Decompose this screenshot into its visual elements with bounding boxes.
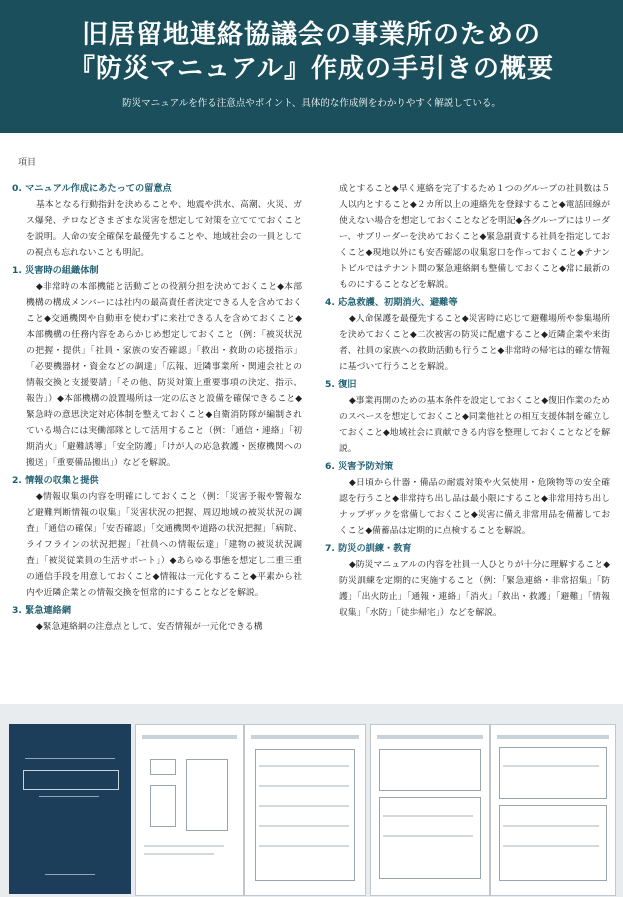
page-subtitle: 防災マニュアルを作る注意点やポイント、具体的な作成例をわかりやすく解説している。	[122, 98, 501, 109]
section-title: 7. 防災の訓練・教育	[325, 543, 412, 554]
manual-page-thumbnail	[135, 724, 244, 896]
section-body: ◆防災マニュアルの内容を社員一人ひとりが十分に理解すること◆防災訓練を定期的に実施すること（例：「緊急連絡・非常招集」「防護」「出火防止」「通報・連絡」「消火」「救出・救護」「避難」「情報収集」「水防」「徒歩帰宅」）などを解説。	[339, 560, 610, 618]
section-body: ◆日頃から什器・備品の耐震対策や火気使用・危険物等の安全確認を行うこと◆非常持ち出し品は最小限にすること◆非常用持ち出しナップザックを常備しておくこと◆災害に備え非常用品を備蓄しておくこと◆備蓄品は定期的に点検することを解説。	[339, 478, 610, 536]
left-column	[12, 181, 302, 637]
manual-page-thumbnail	[244, 724, 366, 896]
section-title: 0. マニュアル作成にあたっての留意点	[12, 183, 172, 194]
section-title: 3. 緊急連絡網	[12, 605, 72, 616]
section-body: ◆非常時の本部機能と活動ごとの役割分担を決めておくこと◆本部機構の構成メンバーには社内の最高責任者決定できる人を含めておくこと◆交通機関や自動車を使わずに来社できる人を含めておくこと◆本部機構の任務内容をあらかじめ想定しておくこと（例：「被災状況の把握・提供」「社員・家族の安否確認」「救出・救助の応援指示」「必要機器材・資金などの調達」「広報、近隣事業所・関連会社との情報交換と支援要請」「その他、防災対策上重要事項の決定、指示、報告」）◆本部機構の設置場所は一定の広さと設備を確保できること◆緊急時の意思決定対応体制を整えておくこと◆自衛消防隊が編制されている場合には実働部隊として活用すること（例：「通信・連絡」「初期消火」「避難誘導」「安全防護」「けが人の応急救護・医療機関への搬送」「重要備品搬出」）などを解説。	[26, 282, 302, 468]
section-body: ◆情報収集の内容を明確にしておくこと（例：「災害予報や警報など避難判断情報の収集」「災害状況の把握、周辺地域の被災状況の調査」「通信の確保」「安否確認」「交通機関や道路の状況把握」「病院、ライフラインの状況把握」「社員への情報伝達」「建物の被災状況調査」「被災従業員の生活サポート」）◆あらゆる事態を想定し二重三重の通信手段を用意しておくこと◆情報は一元化すること◆平素から社内や近隣企業との情報交換を恒常的にすることなどを解説。	[26, 492, 302, 598]
section-title: 4. 応急救護、初期消火、避難等	[325, 297, 458, 308]
section-title: 1. 災害時の組織体制	[12, 265, 99, 276]
section-title: 5. 復旧	[325, 379, 357, 390]
manual-preview-strip	[0, 704, 623, 897]
manual-cover-thumbnail	[9, 724, 131, 894]
section-body: ◆人命保護を最優先すること◆災害時に応じて避難場所や参集場所を決めておくこと◆二次被害の防災に配慮すること◆近隣企業や来街者、社員の家族への救助活動も行うこと◆非常時の帰宅は的確な情報に基づいて行うことを解説。	[339, 314, 610, 372]
section-title: 6. 災害予防対策	[325, 461, 394, 472]
section-7	[325, 541, 610, 621]
section-0	[12, 181, 302, 261]
section-4	[325, 295, 610, 375]
section-title: 2. 情報の収集と提供	[12, 475, 99, 486]
right-column	[325, 181, 610, 623]
header-banner	[0, 0, 623, 133]
page-title-line1: 旧居留地連絡協議会の事業所のための	[81, 20, 541, 50]
page-title-line2: 『防災マニュアル』作成の手引きの概要	[69, 54, 554, 84]
section-body: ◆事業再開のための基本条件を設定しておくこと◆復旧作業のためのスペースを想定しておくこと◆同業他社との相互支援体制を確立しておくこと◆地域社会に貢献できる内容を整理しておくことなどを解説。	[339, 396, 610, 454]
section-6	[325, 459, 610, 539]
section-3	[12, 603, 302, 635]
article-content	[0, 133, 623, 704]
section-body: 基本となる行動指針を決めることや、地震や洪水、高潮、火災、ガス爆発、テロなどさまざまな災害を想定して対策を立ててておくことを説明。人命の安全確保を最優先することや、地域社会の一員としての視点も忘れないことも明記。	[26, 200, 302, 258]
toc-label: 項目	[18, 158, 37, 168]
section-body: ◆緊急連絡網の注意点として、安否情報が一元化できる構	[36, 622, 263, 632]
manual-page-thumbnail	[370, 724, 490, 896]
section-3-continuation: 成とすること◆早く連絡を完了するため１つのグループの社員数は５人以内とすること◆２カ所以上の連絡先を登録すること◆電話回線が使えない場合を想定しておくことなどを明記◆各グループにはリーダー、サブリーダーを決めておくこと◆緊急副責する社員を指定しておくこと◆現地以外にも安否確認の収集窓口を作っておくこと◆テナントビルではテナント間の緊急連絡網も整備しておくこと◆常に最新のものにすることなどを解説。	[339, 184, 610, 290]
section-1	[12, 263, 302, 471]
manual-page-thumbnail	[490, 724, 616, 896]
section-2	[12, 473, 302, 601]
section-5	[325, 377, 610, 457]
